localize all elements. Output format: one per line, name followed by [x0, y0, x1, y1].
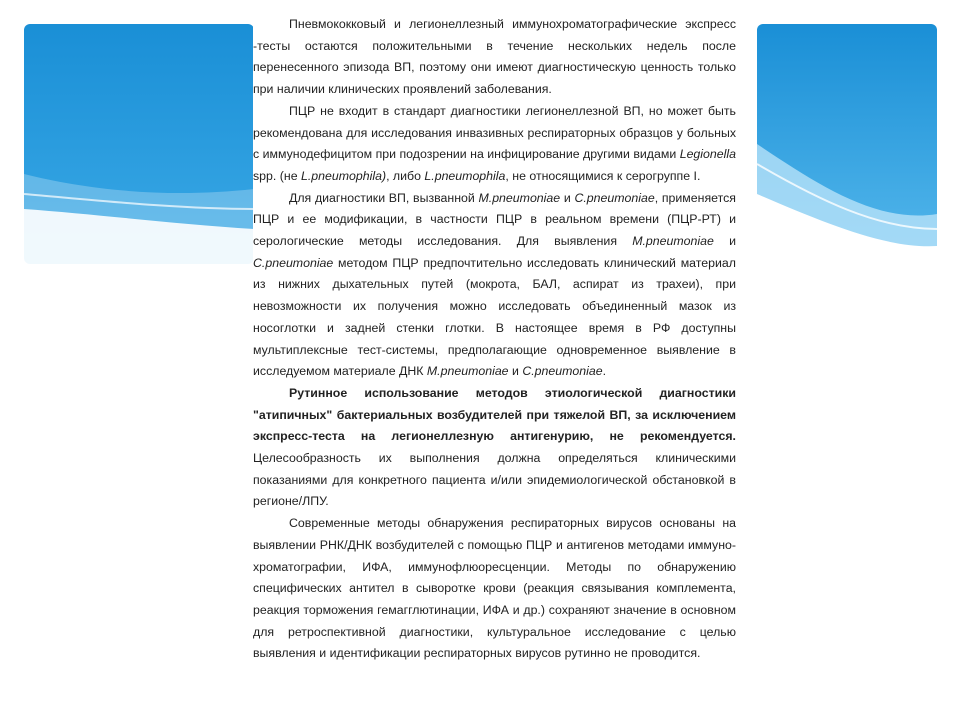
italic-text: L.pneumophila	[424, 168, 506, 183]
text-run: , не относящимися к серогруппе I.	[505, 168, 701, 183]
italic-text: M.pneumoniae	[632, 234, 714, 249]
italic-text: L.pneumophila)	[300, 168, 387, 183]
paragraph	[253, 188, 736, 383]
text-run: и	[713, 234, 736, 249]
document-page	[253, 14, 736, 720]
paragraph	[253, 513, 736, 665]
text-run: Пневмококковый и легионеллезный иммунохроматографические экспресс -тесты остаются положительными в течение нескольких недель после перенесенного эпизода ВП, поэтому они имеют диагностическую ценность только при наличии клинических проявлений заболевания.	[253, 17, 736, 97]
paragraph	[253, 14, 736, 101]
text-run: , либо	[386, 168, 425, 183]
text-run: Целесообразность их выполнения должна определяться клиническими показаниями для конкретного пациента и/или эпидемиологической обстановкой в регионе/ЛПУ.	[253, 451, 736, 509]
italic-text: M.pneumoniae	[478, 190, 561, 205]
text-run: spp. (не	[253, 168, 301, 183]
text-run: Для диагностики ВП, вызванной	[289, 190, 479, 205]
bold-text: Рутинное использование методов этиологической диагностики "атипичных" бактериальных возбудителей при тяжелой ВП, за исключением экспресс-теста на легионеллезную антигенурию, не рекомендуется.	[253, 385, 736, 444]
text-run: Современные методы обнаружения респираторных вирусов основаны на выявлении РНК/ДНК возбудителей с помощью ПЦР и антигенов методами иммуно-хроматографии, ИФА, иммунофлюоресценции. Методы по обнаружению специфических антител в сыворотке крови (реакция связывания комплемента, реакция торможения гемагглютинации, ИФА и др.) сохраняют значение в основном для ретроспективной диагностики, культуральное исследование с целью выявления и идентификации респираторных вирусов рутинно не проводится.	[253, 516, 736, 661]
blue-wave-decoration-left	[24, 24, 254, 264]
paragraph	[253, 101, 736, 188]
italic-text: C.pneumoniae	[253, 255, 334, 270]
italic-text: M.pneumoniae	[426, 364, 509, 379]
text-run: методом ПЦР предпочтительно исследовать клинический материал из нижних дыхательных путей (мокрота, БАЛ, аспират из трахеи), при невозможности их получения можно исследовать объединенный мазок из носоглотки и задней стенки глотки. В настоящее время в РФ доступны мультиплексные тест-системы, предполагающие одновременное выявление в исследуемом материале ДНК	[253, 255, 736, 379]
italic-text: C.pneumoniae	[522, 364, 603, 379]
text-run: , применяется ПЦР и ее модификации, в частности ПЦР в реальном времени (ПЦР-РТ) и серологические методы исследования. Для выявления	[253, 190, 736, 249]
italic-text: C.pneumoniae	[574, 190, 655, 205]
blue-wave-decoration-right	[757, 24, 937, 264]
text-run: и	[508, 364, 523, 379]
text-run: и	[560, 190, 575, 205]
text-run: ПЦР не входит в стандарт диагностики легионеллезной ВП, но может быть рекомендована для исследования инвазивных респираторных образцов у больных с иммунодефицитом при подозрении на инфицирование другими видами	[253, 103, 736, 162]
italic-text: Legionella	[679, 147, 736, 162]
paragraph	[253, 383, 736, 513]
text-run: .	[602, 364, 607, 379]
